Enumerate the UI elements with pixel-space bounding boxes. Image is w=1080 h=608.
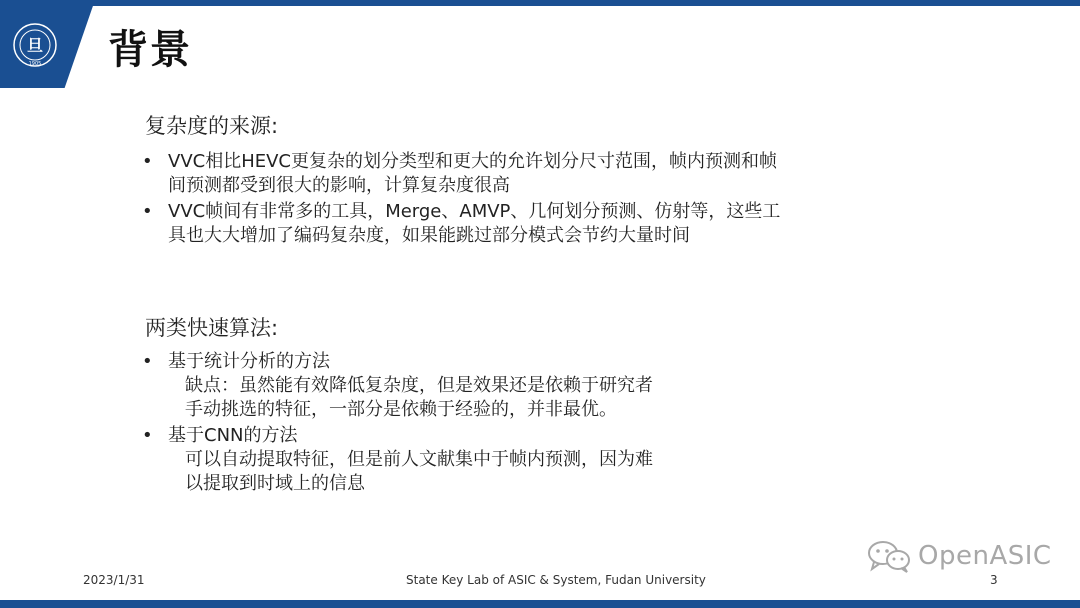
sub-text-line: 缺点：虽然能有效降低复杂度，但是效果还是依赖于研究者 (185, 375, 653, 396)
bullet-text-line: VVC帧间有非常多的工具，Merge、AMVP、几何划分预测、仿射等，这些工 (168, 201, 781, 222)
page-number: 3 (990, 573, 998, 587)
svg-text:旦: 旦 (26, 36, 44, 55)
footer-date: 2023/1/31 (83, 573, 145, 587)
university-seal-icon (12, 22, 58, 68)
bullet-text-line: 具也大大增加了编码复杂度，如果能跳过部分模式会节约大量时间 (168, 225, 690, 246)
svg-text:1905: 1905 (28, 61, 42, 67)
watermark-text: OpenASIC (918, 541, 1052, 571)
bullet-text-line: VVC相比HEVC更复杂的划分类型和更大的允许划分尺寸范围，帧内预测和帧 (168, 151, 777, 172)
bullet-symbol: • (142, 201, 153, 222)
wechat-icon (866, 539, 912, 573)
page-title: 背景 (108, 27, 192, 73)
bullet-symbol: • (142, 351, 153, 372)
section-heading-algorithms: 两类快速算法: (145, 316, 279, 340)
top-stripe (0, 0, 1080, 6)
watermark (866, 536, 1052, 576)
footer-affiliation: State Key Lab of ASIC & System, Fudan University (406, 573, 706, 587)
bullet-text-line: 间预测都受到很大的影响，计算复杂度很高 (168, 175, 510, 196)
bullet-symbol: • (142, 151, 153, 172)
bullet-text-line: 基于CNN的方法 (168, 425, 298, 446)
sub-text-line: 手动挑选的特征，一部分是依赖于经验的，并非最优。 (185, 399, 617, 420)
sub-text-line: 以提取到时域上的信息 (185, 473, 365, 494)
bullet-text-line: 基于统计分析的方法 (168, 351, 330, 372)
bullet-symbol: • (142, 425, 153, 446)
sub-text-line: 可以自动提取特征，但是前人文献集中于帧内预测，因为难 (185, 449, 653, 470)
section-heading-complexity: 复杂度的来源: (145, 114, 279, 138)
bottom-stripe (0, 600, 1080, 608)
